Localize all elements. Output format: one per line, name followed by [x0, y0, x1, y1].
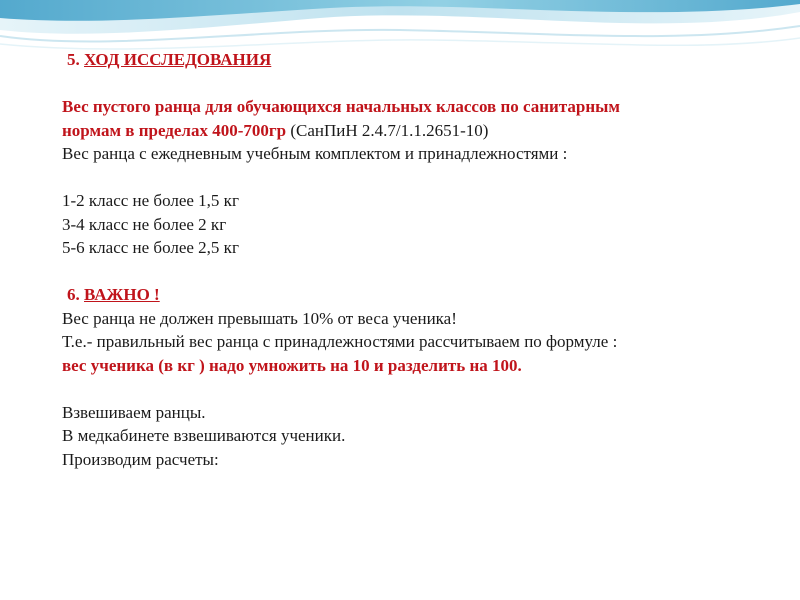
important-line-2: Т.е.- правильный вес ранца с принадлежностями рассчитываем по формуле :	[62, 332, 618, 351]
norm-range: нормам в пределах 400-700гр	[62, 120, 287, 140]
norm-line-2	[62, 119, 782, 143]
section-5-number: 5.	[67, 50, 80, 69]
formula-line: вес ученика (в кг ) надо умножить на 10 и разделить на 100.	[62, 355, 522, 375]
section-6-heading	[62, 283, 782, 307]
section-5-title: ХОД ИССЛЕДОВАНИЯ	[84, 50, 272, 69]
action-1: Взвешиваем ранцы.	[62, 402, 206, 422]
norm-source: (СанПиН 2.4.7/1.1.2651-10)	[286, 120, 489, 140]
norm-line-3: Вес ранца с ежедневным учебным комплектом и принадлежностями :	[62, 144, 568, 163]
section-6-number: 6.	[67, 285, 80, 304]
action-3: Производим расчеты:	[62, 449, 219, 469]
class-limit-2: 3-4 класс не более 2 кг	[62, 214, 227, 234]
norm-line-1: Вес пустого ранца для обучающихся начальных классов по санитарным	[62, 97, 621, 116]
class-limit-3: 5-6 класс не более 2,5 кг	[62, 238, 239, 257]
section-6-title: ВАЖНО !	[84, 285, 160, 304]
slide-body	[62, 48, 782, 471]
section-5-heading	[62, 48, 782, 72]
action-2: В медкабинете взвешиваются ученики.	[62, 426, 346, 445]
important-line-1: Вес ранца не должен превышать 10% от веса ученика!	[62, 308, 457, 328]
class-limit-1: 1-2 класс не более 1,5 кг	[62, 191, 239, 210]
